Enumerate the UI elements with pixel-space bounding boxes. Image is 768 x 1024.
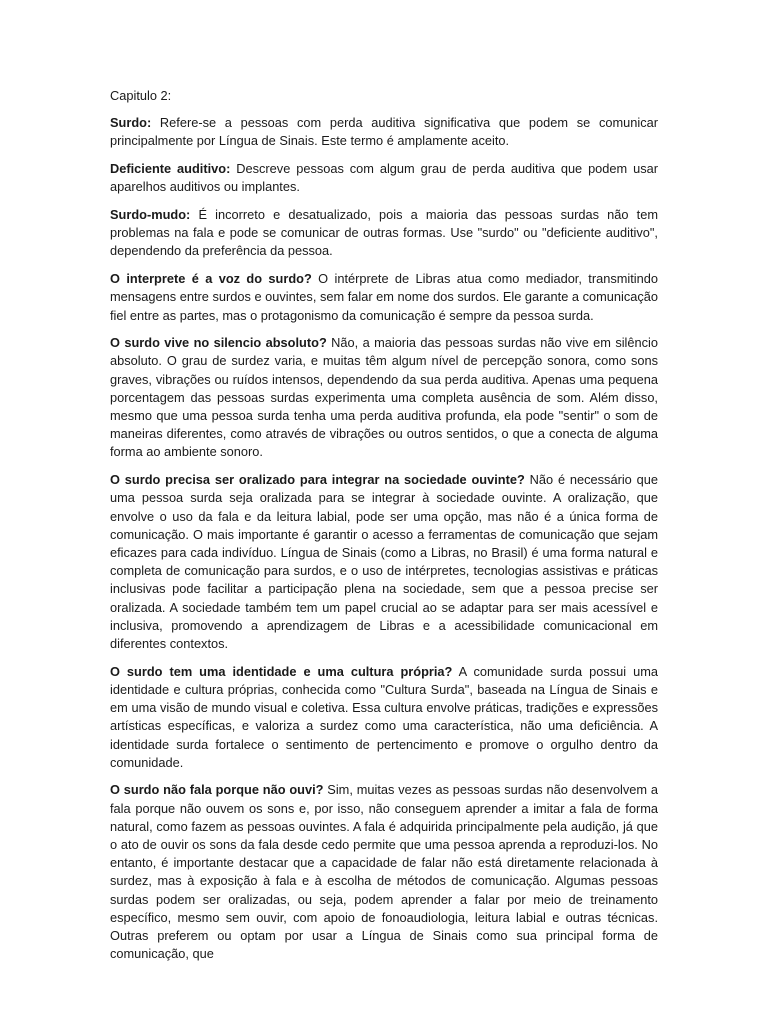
paragraph-surdo bbox=[110, 114, 658, 150]
paragraph-text: Refere-se a pessoas com perda auditiva significativa que podem se comunicar principalmente por Língua de Sinais. Este termo é amplamente aceito. bbox=[110, 115, 658, 149]
paragraph-text: Sim, muitas vezes as pessoas surdas não desenvolvem a fala porque não ouvem os sons e, por isso, não conseguem aprender a imitar a fala de forma natural, como fazem as pessoas ouvintes. A fala é adquirida principalmente pela audição, já que o ato de ouvir os sons da fala desde cedo permite que uma pessoa aprenda a reproduzi-los. No entanto, é importante destacar que a capacidade de falar não está diretamente relacionada à surdez, mas à exposição à fala e à escolha de métodos de comunicação. Algumas pessoas surdas podem ser oralizadas, ou seja, podem aprender a falar por meio de treinamento específico, mesmo sem ouvir, com apoio de fonoaudiologia, leitura labial e outras técnicas. Outras preferem ou optam por usar a Língua de Sinais como sua principal forma de comunicação, que bbox=[110, 782, 659, 962]
paragraph-text: Descreve pessoas com algum grau de perda auditiva que podem usar aparelhos auditivos ou implantes. bbox=[110, 161, 658, 195]
chapter-heading: Capitulo 2: bbox=[110, 88, 172, 103]
paragraph-text: Não, a maioria das pessoas surdas não vive em silêncio absoluto. O grau de surdez varia, e muitas têm algum nível de percepção sonora, como sons graves, vibrações ou ruídos intensos, dependendo da sua perda auditiva. Apenas uma pequena porcentagem das pessoas surdas experimenta uma completa ausência de som. Além disso, mesmo que uma pessoa surda tenha uma perda auditiva profunda, ela pode "sentir" o som de maneiras diferentes, como através de vibrações ou outros sentidos, o que a conecta de alguma forma ao ambiente sonoro. bbox=[110, 335, 658, 460]
document-page bbox=[110, 87, 658, 973]
paragraph-term: Deficiente auditivo: bbox=[110, 161, 231, 177]
paragraph-term: Surdo-mudo: bbox=[110, 207, 191, 223]
paragraph-surdo-mudo bbox=[110, 206, 658, 261]
paragraph-term: O interprete é a voz do surdo? bbox=[110, 271, 312, 287]
paragraph-silencio bbox=[110, 334, 658, 461]
paragraph-term: O surdo não fala porque não ouvi? bbox=[110, 782, 324, 798]
paragraph-term: O surdo tem uma identidade e uma cultura própria? bbox=[110, 663, 453, 679]
paragraph-term: O surdo vive no silencio absoluto? bbox=[110, 335, 327, 351]
paragraph-deficiente-auditivo bbox=[110, 160, 658, 196]
paragraph-term: Surdo: bbox=[110, 115, 152, 131]
paragraph-text: O intérprete de Libras atua como mediador, transmitindo mensagens entre surdos e ouvintes, sem falar em nome dos surdos. Ele garante a comunicação fiel entre as partes, mas o protagonismo da comunicação é sempre da pessoa surda. bbox=[110, 271, 658, 323]
paragraph-interprete bbox=[110, 270, 658, 325]
paragraph-oralizado bbox=[110, 471, 658, 653]
paragraph-nao-fala bbox=[110, 781, 658, 963]
paragraph-text: A comunidade surda possui uma identidade e cultura próprias, conhecida como "Cultura Surda", baseada na Língua de Sinais e em uma visão de mundo visual e coletiva. Essa cultura envolve práticas, tradições e expressões artísticas específicas, e valoriza a surdez como uma característica, não uma deficiência. A identidade surda fortalece o sentimento de pertencimento e promove o orgulho dentro da comunidade. bbox=[110, 663, 658, 770]
paragraph-identidade-cultura bbox=[110, 663, 658, 772]
paragraph-text: Não é necessário que uma pessoa surda seja oralizada para se integrar à sociedade ouvinte. A oralização, que envolve o uso da fala e da leitura labial, pode ser uma opção, mas não é a única forma de comunicação. O mais importante é garantir o acesso a ferramentas de comunicação que sejam eficazes para cada indivíduo. Língua de Sinais (como a Libras, no Brasil) é uma forma natural e completa de comunicação para surdos, e o uso de intérpretes, tecnologias assistivas e práticas inclusivas pode facilitar a participação plena na sociedade, sem que a pessoa precise ser oralizada. A sociedade também tem um papel crucial ao se adaptar para ser mais acessível e inclusiva, promovendo a aprendizagem de Libras e a acessibilidade comunicacional em diferentes contextos. bbox=[110, 472, 658, 651]
paragraph-text: É incorreto e desatualizado, pois a maioria das pessoas surdas não tem problemas na fala e pode se comunicar de outras formas. Use "surdo" ou "deficiente auditivo", dependendo da preferência da pessoa. bbox=[110, 207, 658, 259]
paragraph-term: O surdo precisa ser oralizado para integrar na sociedade ouvinte? bbox=[110, 472, 525, 488]
